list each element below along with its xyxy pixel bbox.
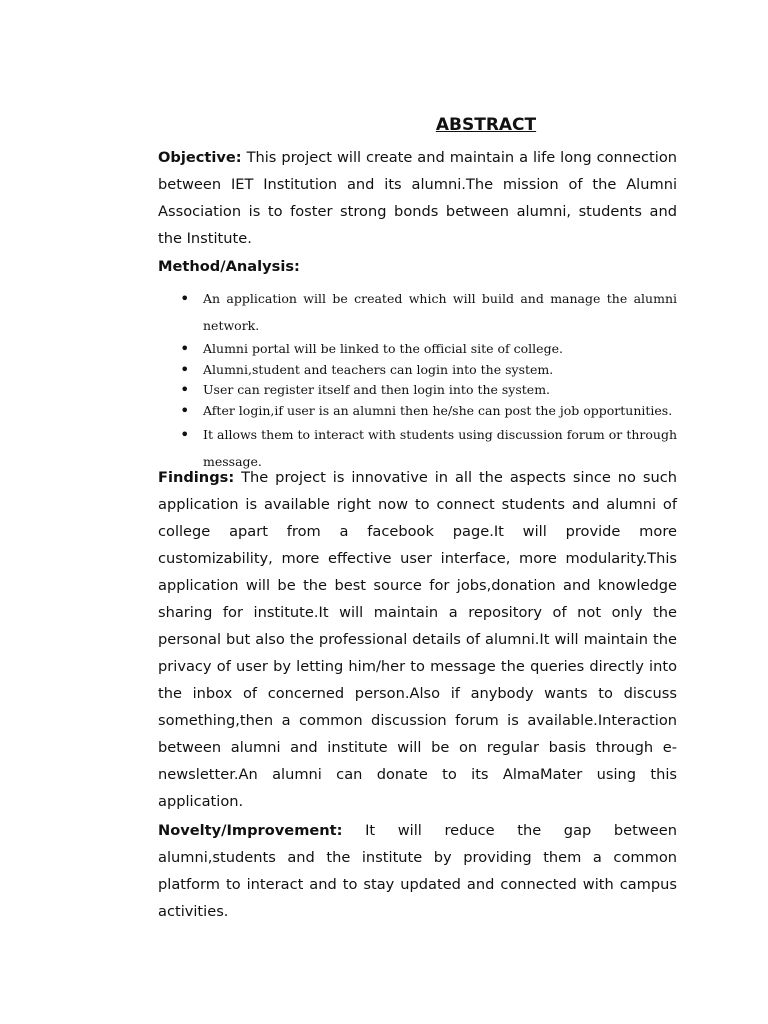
objective-paragraph (158, 144, 677, 252)
novelty-label: Novelty/Improvement: (158, 822, 343, 839)
findings-text: The project is innovative in all the aspects since no such application is available right now to connect students and alumni of college apart from a facebook page.It will provide more customizability, more effective user interface, more modularity.This application will be the best source for jobs,donation and knowledge sharing for institute.It will maintain a repository of not only the personal but also the professional details of alumni.It will maintain the privacy of user by letting him/her to message the queries directly into the inbox of concerned person.Also if anybody wants to discuss something,then a common discussion forum is available.Interaction between alumni and institute will be on regular basis through e-newsletter.An alumni can donate to its AlmaMater using this application. (158, 469, 677, 810)
findings-paragraph (158, 464, 677, 815)
page-title: ABSTRACT (435, 115, 537, 135)
list-item: • Alumni,student and teachers can login into the system. (158, 360, 677, 381)
findings-label: Findings: (158, 469, 235, 486)
method-bullet-list (158, 285, 677, 475)
list-item: • User can register itself and then login into the system. (158, 380, 677, 401)
list-item: • It allows them to interact with students using discussion forum or through message. (158, 421, 677, 475)
objective-text: This project will create and maintain a life long connection between IET Institution and its alumni.The mission of the Alumni Association is to foster strong bonds between alumni, students and the Institute. (158, 149, 677, 247)
novelty-paragraph (158, 817, 677, 925)
list-item: • An application will be created which will build and manage the alumni network. (158, 285, 677, 339)
list-item: • Alumni portal will be linked to the official site of college. (158, 339, 677, 360)
objective-label: Objective: (158, 149, 242, 166)
novelty-text: It will reduce the gap between alumni,students and the institute by providing them a common platform to interact and to stay updated and connected with campus activities. (158, 822, 677, 920)
list-item: • After login,if user is an alumni then he/she can post the job opportunities. (158, 401, 677, 422)
method-heading: Method/Analysis: (158, 258, 300, 275)
